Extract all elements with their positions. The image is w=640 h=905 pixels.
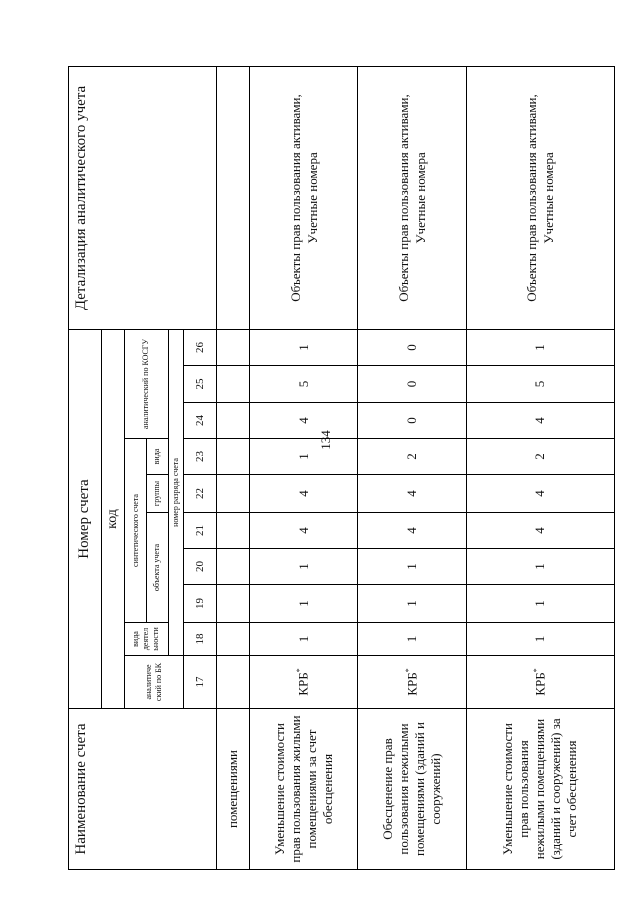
header-detail: Детализация аналитического учета: [69, 66, 217, 329]
digit-22: 22: [184, 475, 217, 513]
value-cell: 1: [250, 549, 358, 585]
digit-21: 21: [184, 513, 217, 549]
row-name: Уменьшение стоимости прав пользования жилыми помещениями за счет обесценения: [250, 709, 358, 870]
value-cell: 1: [466, 585, 614, 623]
row-name: Уменьшение стоимости прав пользования нежилыми помещениями (зданий и сооружений) за счет обесценения: [466, 709, 614, 870]
value-cell: 1: [250, 623, 358, 656]
bk-cell: КРБ*: [357, 656, 466, 709]
value-cell: 1: [466, 329, 614, 365]
value-cell: 4: [357, 513, 466, 549]
value-cell: 4: [357, 475, 466, 513]
value-cell: 1: [466, 549, 614, 585]
bk-cell: КРБ*: [250, 656, 358, 709]
row-name: Обесценение прав пользования нежилыми помещениями (зданий и сооружений): [357, 709, 466, 870]
digit-25: 25: [184, 366, 217, 403]
table-row: [357, 66, 466, 869]
section-title: помещениями: [217, 709, 250, 870]
value-cell: 1: [250, 439, 358, 475]
section-row: [217, 66, 250, 869]
row-detail: Объекты прав пользования активами, Учетные номера: [250, 66, 358, 329]
digit-17: 17: [184, 656, 217, 709]
value-cell: 4: [466, 403, 614, 439]
value-cell: 5: [466, 366, 614, 403]
header-object: объекта учета: [146, 513, 168, 623]
header-digit-number: номер разряда счета: [168, 329, 183, 655]
header-analytic-bk: аналитиче ский по БК: [125, 656, 184, 709]
value-cell: 5: [250, 366, 358, 403]
header-account-number: Номер счета: [69, 329, 102, 708]
value-cell: 0: [357, 329, 466, 365]
value-cell: 0: [357, 366, 466, 403]
accounts-table: [68, 66, 615, 870]
digit-18: 18: [184, 623, 217, 656]
header-code: код: [101, 329, 124, 708]
value-cell: 1: [250, 585, 358, 623]
value-cell: 1: [250, 329, 358, 365]
header-group: группы: [146, 475, 168, 513]
value-cell: 4: [250, 513, 358, 549]
table-row: [250, 66, 358, 869]
value-cell: 4: [250, 475, 358, 513]
row-detail: Объекты прав пользования активами, Учетные номера: [466, 66, 614, 329]
digit-20: 20: [184, 549, 217, 585]
page-number: 134: [318, 430, 333, 450]
table-row: [466, 66, 614, 869]
digit-19: 19: [184, 585, 217, 623]
digit-26: 26: [184, 329, 217, 365]
value-cell: 4: [250, 403, 358, 439]
value-cell: 2: [466, 439, 614, 475]
header-name: Наименование счета: [69, 709, 217, 870]
header-synthetic: синтетического счета: [125, 439, 147, 623]
value-cell: 0: [357, 403, 466, 439]
bk-cell: КРБ*: [466, 656, 614, 709]
header-kind: вида: [146, 439, 168, 475]
value-cell: 4: [466, 513, 614, 549]
digit-23: 23: [184, 439, 217, 475]
rotated-table-wrapper: [68, 67, 615, 870]
value-cell: 4: [466, 475, 614, 513]
header-analytic-kosgu: аналитический по КОСГУ: [125, 329, 169, 438]
value-cell: 1: [466, 623, 614, 656]
digit-24: 24: [184, 403, 217, 439]
value-cell: 1: [357, 549, 466, 585]
value-cell: 1: [357, 585, 466, 623]
value-cell: 1: [357, 623, 466, 656]
value-cell: 2: [357, 439, 466, 475]
header-activity-type: вида деятел ьности: [125, 623, 169, 656]
row-detail: Объекты прав пользования активами, Учетные номера: [357, 66, 466, 329]
